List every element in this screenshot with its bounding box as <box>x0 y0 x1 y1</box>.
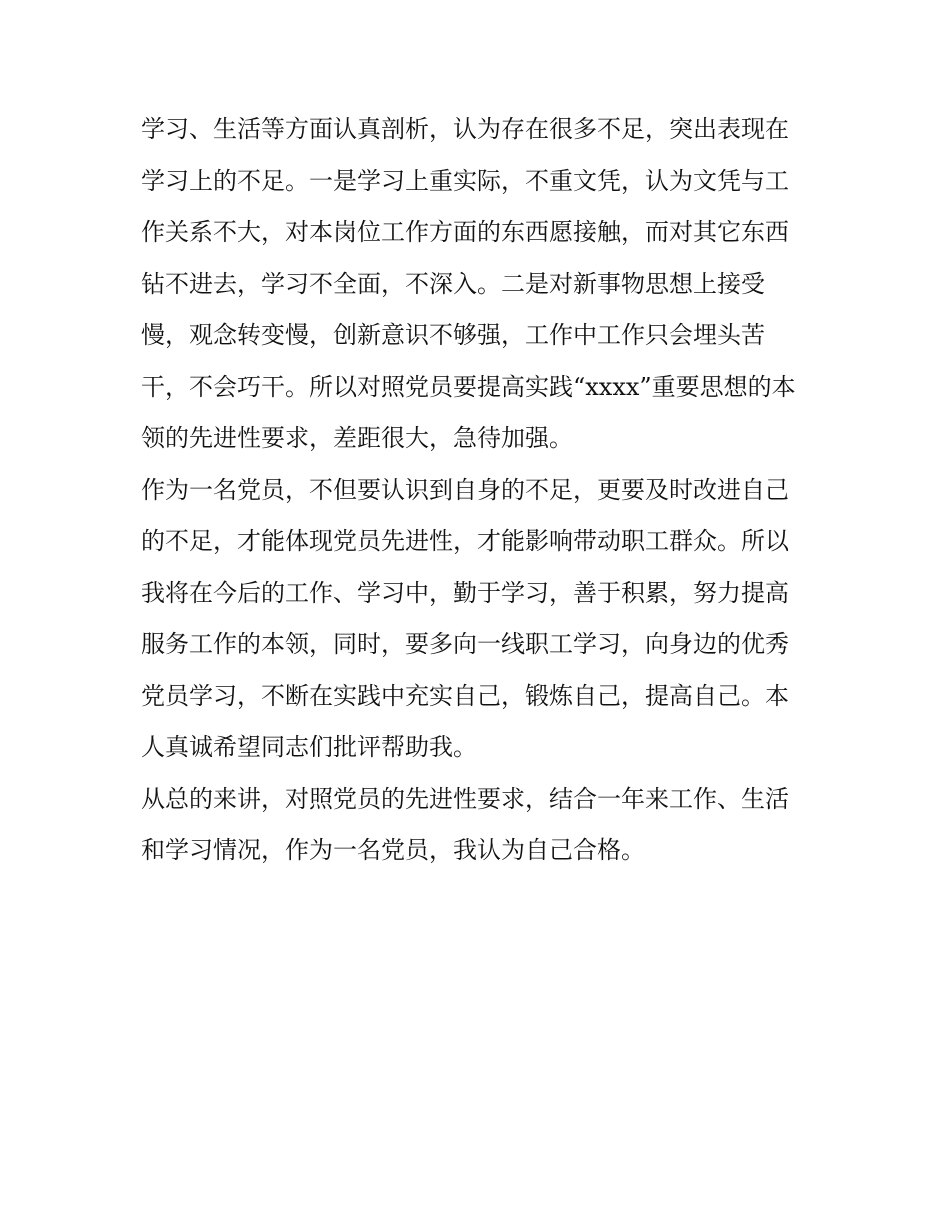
text-line: 的不足，才能体现党员先进性，才能影响带动职工群众。所以 <box>141 527 789 555</box>
paragraph-1 <box>141 104 821 465</box>
text-line: 干，不会巧干。所以对照党员要提高实践“xxxx”重要思想的本 <box>141 372 796 401</box>
text-line: 学习、生活等方面认真剖析，认为存在很多不足，突出表现在 <box>141 115 789 143</box>
text-line: 人真诚希望同志们批评帮助我。 <box>141 733 477 761</box>
document-body <box>141 104 821 877</box>
text-line: 我将在今后的工作、学习中，勤于学习，善于积累，努力提高 <box>141 578 789 607</box>
paragraph-3 <box>141 774 821 877</box>
paragraph-2 <box>141 465 821 774</box>
text-line: 作为一名党员，不但要认识到自身的不足，更要及时改进自己 <box>141 475 789 504</box>
text-line: 党员学习，不断在实践中充实自己，锻炼自己，提高自己。本 <box>141 681 789 710</box>
text-line: 服务工作的本领，同时，要多向一线职工学习，向身边的优秀 <box>141 630 789 658</box>
text-line: 作关系不大，对本岗位工作方面的东西愿接触，而对其它东西 <box>141 218 789 246</box>
text-line: 领的先进性要求，差距很大，急待加强。 <box>141 424 573 452</box>
text-line: 和学习情况，作为一名党员，我认为自己合格。 <box>141 836 645 864</box>
text-line: 慢，观念转变慢，创新意识不够强，工作中工作只会埋头苦 <box>141 321 765 349</box>
text-line: 钻不进去，学习不全面，不深入。二是对新事物思想上接受 <box>141 269 765 298</box>
text-line: 学习上的不足。一是学习上重实际，不重文凭，认为文凭与工 <box>141 166 789 195</box>
text-line: 从总的来讲，对照党员的先进性要求，结合一年来工作、生活 <box>141 784 789 813</box>
